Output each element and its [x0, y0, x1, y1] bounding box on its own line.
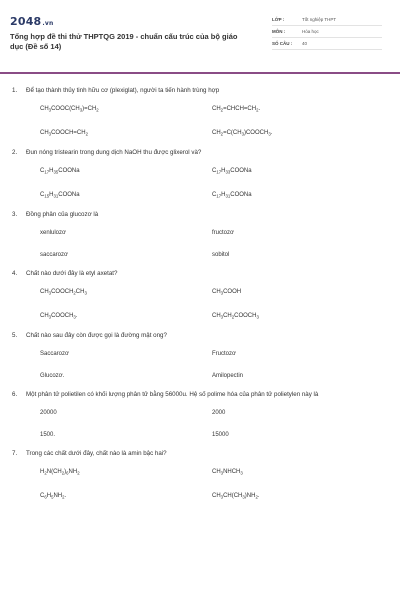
- subscript: 17: [216, 193, 222, 198]
- subscript: 3: [48, 131, 52, 136]
- answer-option[interactable]: Amilopectin: [212, 373, 244, 379]
- answer-option[interactable]: $CH_3COOC(CH_3)=CH_2$: [40, 106, 99, 113]
- answer-option[interactable]: $CH_2=C(CH_3)COOCH_3$.: [212, 129, 273, 136]
- subscript: 3: [48, 314, 52, 319]
- question-list: [10, 74, 390, 501]
- subscript: 3: [256, 314, 259, 319]
- question-item: [10, 86, 390, 138]
- page-title: Tổng hợp đề thi thử THPTQG 2019 - chuẩn cấu trúc của bộ giáo dục (Đề số 14): [10, 32, 238, 51]
- answer-option[interactable]: $C_{17}H_{33}COONa$: [212, 168, 252, 175]
- page-header: [10, 8, 390, 64]
- answer-option[interactable]: $C_{15}H_{31}COONa$: [40, 191, 80, 198]
- subscript: 35: [53, 169, 59, 175]
- meta-row-subject: [272, 26, 382, 38]
- answer-options: [10, 350, 390, 380]
- answer-option[interactable]: Saccarozơ: [40, 351, 69, 357]
- answer-options: [10, 229, 390, 259]
- subscript: 2: [220, 107, 224, 113]
- answer-option[interactable]: fructozơ: [212, 230, 234, 236]
- question-text: [10, 449, 390, 458]
- subscript: 3: [268, 131, 271, 136]
- answer-option[interactable]: 1500.: [40, 432, 56, 438]
- logo-main: 2048: [10, 15, 42, 28]
- subscript: 2: [77, 470, 80, 476]
- question-item: [10, 390, 390, 439]
- meta-row-count: [272, 38, 382, 50]
- question-number: 4.: [12, 270, 18, 277]
- question-number: 5.: [12, 332, 18, 339]
- question-text: [10, 86, 390, 95]
- answer-option[interactable]: $H_2N(CH_2)_6NH_2$: [40, 469, 80, 476]
- subscript: 6: [44, 494, 47, 499]
- answer-option[interactable]: $CH_3NHCH_3$: [212, 469, 243, 476]
- answer-option[interactable]: $CH_3COOCH_3$.: [40, 312, 78, 319]
- question-number: 3.: [12, 211, 18, 218]
- question-number: 1.: [12, 87, 18, 94]
- question-stem: Để tạo thành thủy tinh hữu cơ (plexiglat), người ta tiến hành trùng hợp: [26, 87, 220, 94]
- question-number: 7.: [12, 450, 18, 457]
- subscript: 3: [48, 107, 52, 113]
- answer-option[interactable]: $CH_3COOH$: [212, 289, 242, 296]
- question-stem: Đồng phân của glucozơ là: [26, 211, 99, 218]
- question-text: [10, 390, 390, 399]
- meta-value: 40: [302, 41, 308, 46]
- question-item: [10, 148, 390, 200]
- subscript: 3: [220, 470, 224, 476]
- question-stem: Đun nóng tristearin trong dung dịch NaOH thu được glixerol và?: [26, 149, 202, 156]
- answer-options: [10, 409, 390, 439]
- question-item: [10, 449, 390, 501]
- answer-options: [10, 167, 390, 200]
- subscript: 2: [62, 494, 65, 499]
- subscript: 2: [256, 107, 259, 113]
- subscript: 3: [220, 494, 224, 499]
- question-number: 6.: [12, 391, 18, 398]
- subscript: 31: [225, 193, 231, 198]
- subscript: 3: [79, 107, 83, 113]
- subscript: 2: [85, 131, 88, 136]
- answer-option[interactable]: 2000: [212, 410, 226, 416]
- question-stem: Trong các chất dưới đây, chất nào là amin bậc hai?: [26, 450, 167, 457]
- meta-value: Tốt nghiệp THPT: [302, 17, 337, 22]
- subscript: 2: [73, 290, 76, 296]
- answer-option[interactable]: xenlulozơ: [40, 230, 66, 236]
- meta-label: LỚP :: [272, 17, 285, 22]
- question-text: [10, 148, 390, 157]
- meta-row-class: [272, 14, 382, 26]
- answer-option[interactable]: $C_{17}H_{31}COONa$: [212, 191, 252, 198]
- subscript: 3: [48, 290, 52, 296]
- answer-option[interactable]: $CH_3COOCH=CH_2$: [40, 129, 88, 136]
- answer-option[interactable]: 20000: [40, 410, 57, 416]
- subscript: 17: [216, 169, 222, 175]
- answer-option[interactable]: Fructozơ: [212, 351, 236, 357]
- subscript: 3: [220, 314, 224, 319]
- question-stem: Một phân tử polietilen có khối lượng phân tử bằng 56000u. Hệ số polime hóa của phân tử polietylen này là: [26, 391, 319, 398]
- question-number: 2.: [12, 149, 18, 156]
- answer-option[interactable]: $CH_3CH_2COOCH_3$: [212, 312, 259, 319]
- question-text: [10, 210, 390, 219]
- subscript: 3: [241, 131, 244, 136]
- question-stem: Chất nào sau đây còn được gọi là đường mật ong?: [26, 332, 167, 339]
- answer-option[interactable]: saccarozơ: [40, 252, 68, 258]
- subscript: 33: [225, 169, 231, 175]
- subscript: 3: [242, 494, 245, 499]
- subscript: 3: [73, 314, 76, 319]
- answer-option[interactable]: Glucozơ.: [40, 373, 65, 379]
- question-item: [10, 210, 390, 259]
- exam-meta: [272, 14, 382, 50]
- subscript: 5: [51, 494, 54, 499]
- answer-option[interactable]: $CH_2=CHCH=CH_2$.: [212, 106, 261, 113]
- answer-options: [10, 288, 390, 321]
- question-item: [10, 269, 390, 321]
- subscript: 2: [231, 314, 235, 319]
- answer-options: [10, 468, 390, 501]
- meta-value: Hóa học: [302, 29, 319, 34]
- site-logo[interactable]: [10, 15, 240, 28]
- subscript: 6: [66, 470, 69, 476]
- subscript: 2: [61, 470, 65, 476]
- subscript: 3: [84, 290, 87, 296]
- answer-options: [10, 105, 390, 138]
- question-stem: Chất nào dưới đây là etyl axetat?: [26, 270, 118, 277]
- subscript: 3: [240, 470, 243, 476]
- subscript: 15: [44, 193, 50, 198]
- meta-label: SỐ CÂU :: [272, 41, 293, 46]
- subscript: 3: [220, 290, 224, 296]
- subscript: 2: [96, 107, 99, 113]
- header-left: [10, 8, 240, 52]
- answer-option[interactable]: sobitol: [212, 252, 230, 258]
- question-text: [10, 269, 390, 278]
- logo-suffix: .vn: [42, 20, 54, 27]
- subscript: 17: [44, 169, 50, 175]
- answer-option[interactable]: 15000: [212, 432, 229, 438]
- meta-label: MÔN :: [272, 29, 286, 34]
- question-text: [10, 331, 390, 340]
- subscript: 2: [44, 470, 47, 476]
- subscript: 2: [220, 131, 224, 136]
- answer-option[interactable]: $CH_3CH(CH_3)NH_2$.: [212, 492, 260, 499]
- answer-option[interactable]: $C_{17}H_{35}COONa$: [40, 168, 80, 175]
- answer-option[interactable]: $CH_3COOCH_2CH_3$: [40, 289, 87, 296]
- question-item: [10, 331, 390, 380]
- subscript: 2: [255, 494, 258, 499]
- subscript: 31: [53, 193, 59, 198]
- answer-option[interactable]: $C_6H_5NH_2$.: [40, 492, 67, 499]
